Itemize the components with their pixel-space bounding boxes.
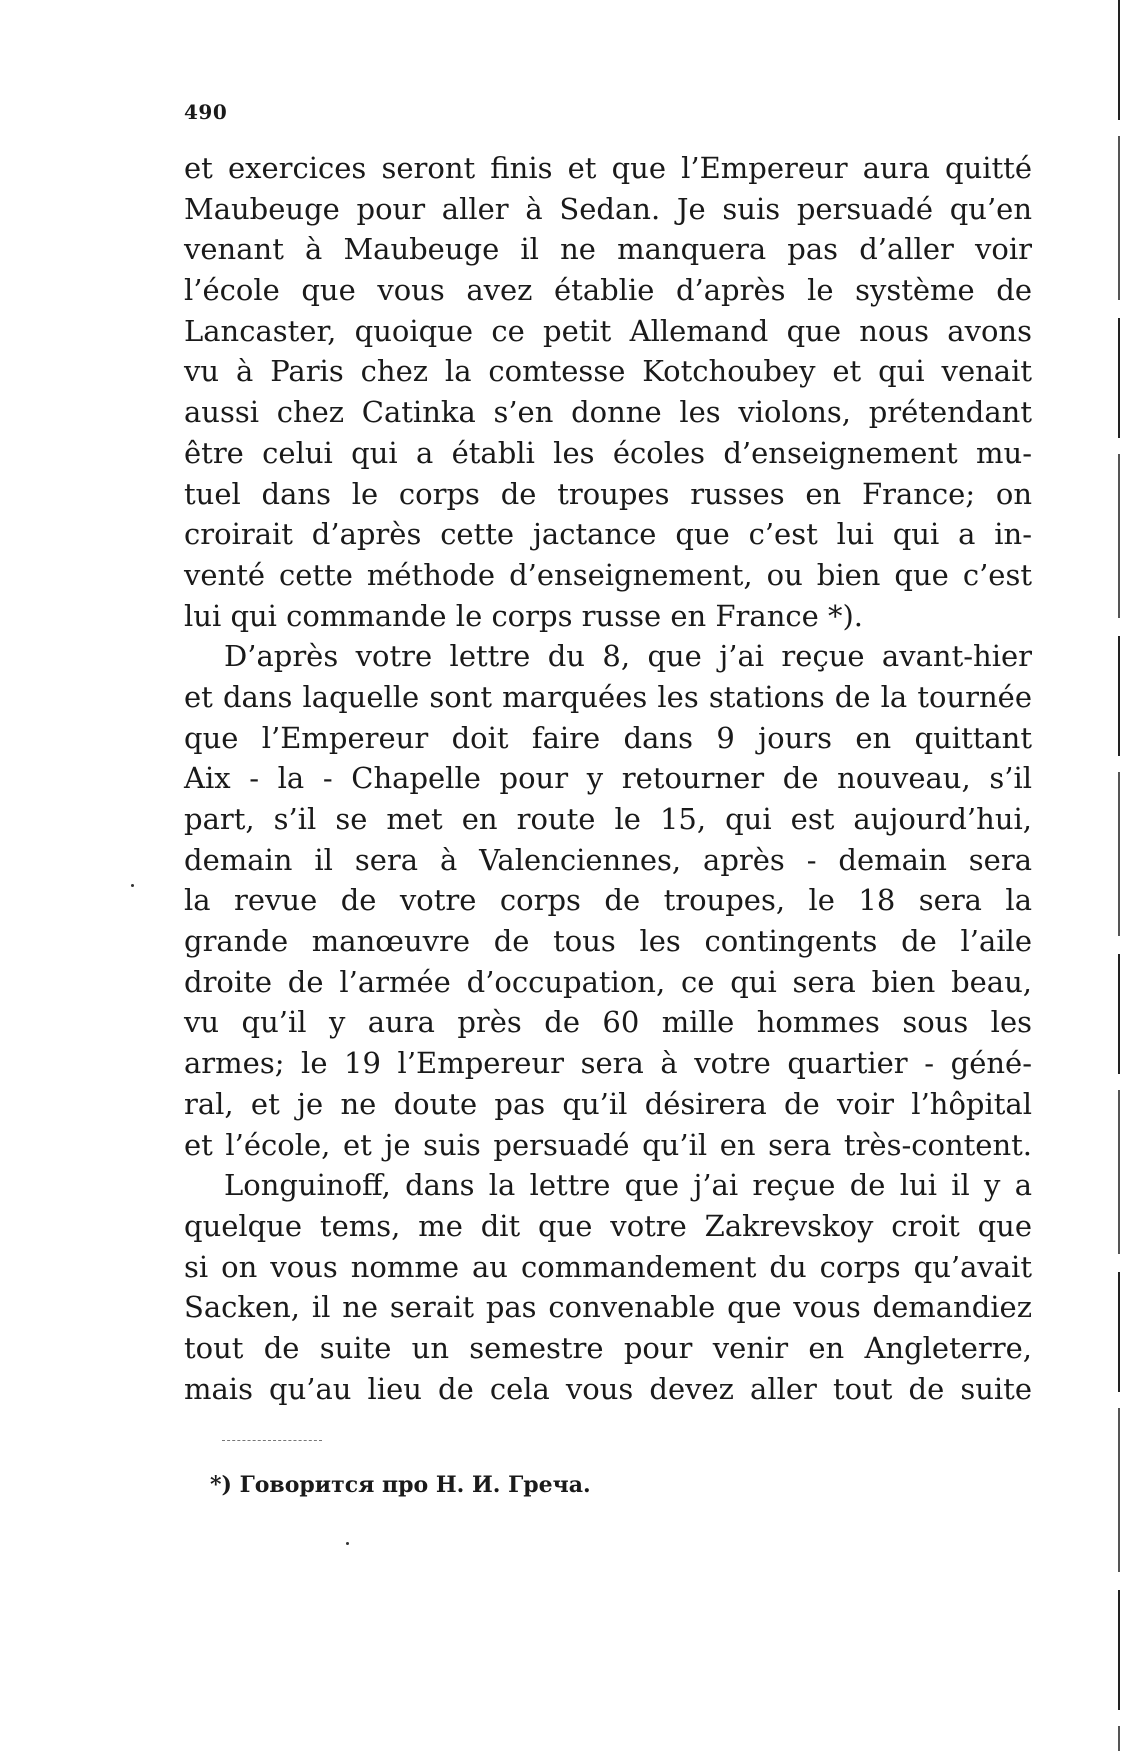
body-text [184, 148, 1032, 1409]
text-line: vu qu’il y aura près de 60 mille hommes sous les [184, 1005, 1032, 1040]
print-speck [131, 884, 134, 887]
text-line: demain il sera à Valenciennes, après - demain sera [184, 842, 1032, 877]
print-speck [346, 1542, 349, 1545]
text-line: lui qui commande le corps russe en France *). [184, 598, 864, 633]
text-line: croirait d’après cette jactance que c’est lui qui a in- [184, 517, 1032, 552]
text-line: grande manœuvre de tous les contingents de l’aile [184, 924, 1032, 959]
text-line: Longuinoff, dans la lettre que j’ai reçue de lui il y a [224, 1168, 1032, 1203]
text-line: tuel dans le corps de troupes russes en France; on [184, 476, 1032, 511]
text-line: l’école que vous avez établie d’après le système de [184, 273, 1032, 308]
text-line: Maubeuge pour aller à Sedan. Je suis persuadé qu’en [184, 191, 1032, 226]
footnote-rule [222, 1440, 322, 1441]
text-line: tout de suite un semestre pour venir en Angleterre, [184, 1330, 1032, 1365]
page-number: 490 [184, 100, 228, 124]
text-line: venté cette méthode d’enseignement, ou bien que c’est [184, 557, 1032, 592]
text-line: Aix - la - Chapelle pour y retourner de nouveau, s’il [184, 761, 1032, 796]
text-line: D’après votre lettre du 8, que j’ai reçue avant-hier [224, 639, 1032, 674]
text-line: vu à Paris chez la comtesse Kotchoubey et qui venait [184, 354, 1032, 389]
text-line: part, s’il se met en route le 15, qui est aujourd’hui, [184, 802, 1032, 836]
text-line: droite de l’armée d’occupation, ce qui sera bien beau, [184, 964, 1032, 999]
text-line: Sacken, il ne serait pas convenable que vous demandiez [184, 1290, 1032, 1325]
text-line: et dans laquelle sont marquées les stations de la tournée [184, 679, 1032, 714]
text-line: venant à Maubeuge il ne manquera pas d’aller voir [184, 232, 1032, 267]
text-line: armes; le 19 l’Empereur sera à votre quartier - géné- [184, 1046, 1032, 1081]
text-line: et l’école, et je suis persuadé qu’il en sera très-content. [184, 1127, 1032, 1162]
text-line: la revue de votre corps de troupes, le 18 sera la [184, 883, 1032, 918]
text-line: et exercices seront finis et que l’Empereur aura quitté [184, 151, 1032, 185]
text-line: être celui qui a établi les écoles d’enseignement mu- [184, 435, 1032, 470]
text-line: quelque tems, me dit que votre Zakrevskoy croit que [184, 1208, 1032, 1243]
text-line: aussi chez Catinka s’en donne les violons, prétendant [184, 395, 1032, 430]
text-line: ral, et je ne doute pas qu’il désirera de voir l’hôpital [184, 1086, 1032, 1121]
page-edge-rule [1118, 0, 1120, 1751]
text-line: si on vous nomme au commandement du corps qu’avait [184, 1249, 1032, 1284]
footnote: *) Говорится про Н. И. Греча. [210, 1472, 591, 1498]
text-line: Lancaster, quoique ce petit Allemand que nous avons [184, 313, 1032, 348]
text-line: que l’Empereur doit faire dans 9 jours en quittant [184, 720, 1032, 755]
text-line: mais qu’au lieu de cela vous devez aller tout de suite [184, 1371, 1032, 1406]
